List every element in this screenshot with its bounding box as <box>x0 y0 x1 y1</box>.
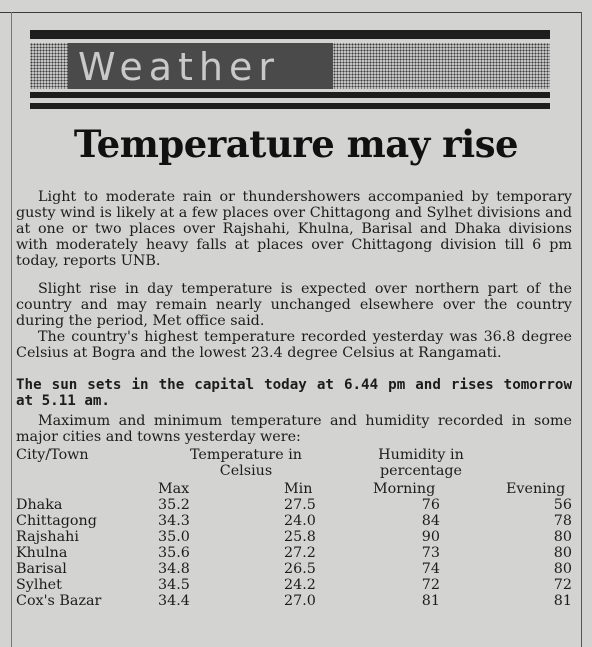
section-banner <box>30 30 550 112</box>
table-row <box>16 530 576 546</box>
banner-top-bar <box>30 30 550 39</box>
banner-bottom-bar <box>30 92 550 98</box>
table-cell-max: 34.4 <box>158 593 190 609</box>
table-cell-morning: 73 <box>421 545 440 561</box>
sun-times-paragraph: The sun sets in the capital today at 6.44 pm and rises tomorrow at 5.11 am. <box>16 377 572 409</box>
table-cell-evening: 80 <box>553 545 572 561</box>
table-cell-min: 25.8 <box>284 529 316 545</box>
table-subheader-max: Max <box>158 481 190 497</box>
article-paragraph: Light to moderate rain or thundershowers accompanied by temporary gusty wind is likely at a few places over Chittagong and Sylhet divisions and at one or two places over Rajshahi, Khulna, Barisal and Dhaka divisions with moderately heavy falls at places over Chittagong division till 6 pm today, reports UNB. <box>16 189 572 269</box>
table-cell-morning: 72 <box>421 577 440 593</box>
top-border-rule <box>0 12 582 13</box>
article-paragraph: The country's highest temperature recorded yesterday was 36.8 degree Celsius at Bogra and the lowest 23.4 degree Celsius at Rangamati. <box>16 329 572 361</box>
section-label: Weather <box>78 45 280 89</box>
table-cell-city: Rajshahi <box>16 529 79 545</box>
table-cell-morning: 81 <box>421 593 440 609</box>
article-paragraph: Maximum and minimum temperature and humidity recorded in some major cities and towns yesterday were: <box>16 413 572 445</box>
table-cell-min: 27.2 <box>284 545 316 561</box>
table-cell-city: Cox's Bazar <box>16 593 102 609</box>
table-cell-evening: 80 <box>553 561 572 577</box>
table-cell-min: 24.2 <box>284 577 316 593</box>
table-cell-city: Dhaka <box>16 497 63 513</box>
right-border-rule <box>581 12 582 647</box>
section-label-box <box>68 43 333 89</box>
table-subheader-morning: Morning <box>373 481 436 497</box>
table-cell-city: Barisal <box>16 561 67 577</box>
table-subheader-min: Min <box>284 481 313 497</box>
banner-bottom-bar-2 <box>30 103 550 109</box>
article-headline: Temperature may rise <box>73 122 519 166</box>
banner-stipple-left <box>30 43 68 89</box>
left-border-rule <box>11 12 12 647</box>
banner-stipple-right <box>333 43 550 89</box>
table-cell-morning: 76 <box>421 497 440 513</box>
table-row <box>16 498 576 514</box>
article-paragraph: Slight rise in day temperature is expected over northern part of the country and may remain nearly unchanged elsewhere over the country during the period, Met office said. <box>16 281 572 329</box>
table-cell-min: 27.5 <box>284 497 316 513</box>
table-cell-evening: 81 <box>553 593 572 609</box>
table-row <box>16 578 576 594</box>
table-cell-max: 34.3 <box>158 513 190 529</box>
table-cell-morning: 84 <box>421 513 440 529</box>
table-cell-city: Sylhet <box>16 577 62 593</box>
table-cell-max: 35.2 <box>158 497 190 513</box>
table-cell-morning: 74 <box>421 561 440 577</box>
table-cell-min: 27.0 <box>284 593 316 609</box>
table-cell-min: 26.5 <box>284 561 316 577</box>
table-cell-min: 24.0 <box>284 513 316 529</box>
table-cell-city: Chittagong <box>16 513 97 529</box>
table-cell-max: 34.5 <box>158 577 190 593</box>
table-header-humidity: Humidity in percentage <box>378 447 464 479</box>
table-cell-max: 34.8 <box>158 561 190 577</box>
table-row <box>16 514 576 530</box>
table-cell-max: 35.6 <box>158 545 190 561</box>
table-row <box>16 594 576 610</box>
table-cell-evening: 80 <box>553 529 572 545</box>
table-row <box>16 562 576 578</box>
table-cell-city: Khulna <box>16 545 68 561</box>
table-cell-evening: 56 <box>553 497 572 513</box>
table-cell-evening: 72 <box>553 577 572 593</box>
table-cell-evening: 78 <box>553 513 572 529</box>
table-subheader-evening: Evening <box>506 481 566 497</box>
table-header-city: City/Town <box>16 447 89 463</box>
table-header-temperature: Temperature in Celsius <box>190 447 302 479</box>
table-cell-morning: 90 <box>421 529 440 545</box>
table-row <box>16 546 576 562</box>
table-cell-max: 35.0 <box>158 529 190 545</box>
